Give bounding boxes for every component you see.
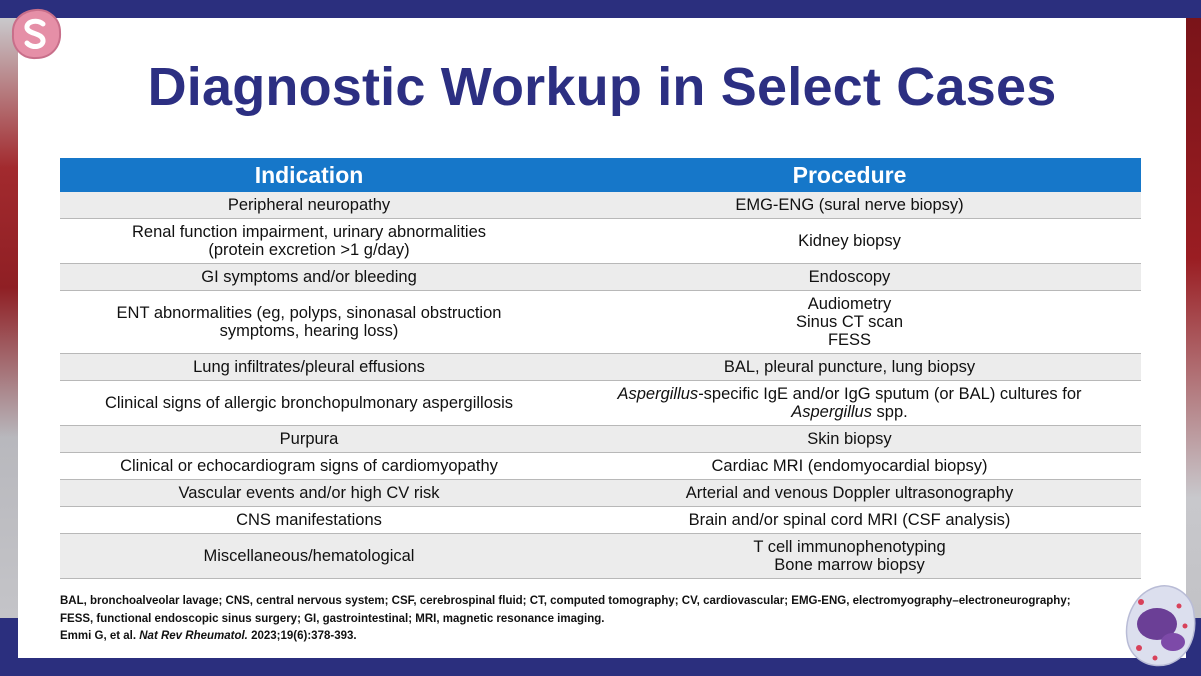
procedure-cell bbox=[558, 381, 1141, 426]
procedure-cell bbox=[558, 480, 1141, 507]
italic-term: Aspergillus bbox=[617, 385, 699, 403]
indication-cell bbox=[60, 219, 558, 264]
header-procedure: Procedure bbox=[558, 158, 1141, 192]
table-row bbox=[60, 480, 1141, 507]
table-row bbox=[60, 291, 1141, 354]
cell-text: spp. bbox=[871, 403, 908, 421]
procedure-cell bbox=[558, 291, 1141, 354]
indication-cell bbox=[60, 534, 558, 579]
cell-line: Arterial and venous Doppler ultrasonography bbox=[685, 484, 1014, 502]
slide bbox=[18, 18, 1186, 658]
cell-line: (protein excretion >1 g/day) bbox=[208, 241, 410, 259]
workup-table bbox=[60, 158, 1141, 579]
indication-cell bbox=[60, 192, 558, 219]
indication-cell bbox=[60, 507, 558, 534]
indication-cell bbox=[60, 426, 558, 453]
indication-cell bbox=[60, 264, 558, 291]
table-row bbox=[60, 453, 1141, 480]
cell-line: Miscellaneous/hematological bbox=[203, 547, 415, 565]
cell-line: FESS bbox=[827, 331, 872, 349]
page-title: Diagnostic Workup in Select Cases bbox=[147, 57, 1057, 117]
cell-line: Kidney biopsy bbox=[798, 232, 901, 250]
table-row bbox=[60, 426, 1141, 453]
italic-term: Aspergillus bbox=[791, 403, 872, 421]
cell-line: Vascular events and/or high CV risk bbox=[178, 484, 440, 502]
citation-details: 2023;19(6):378-393. bbox=[247, 630, 357, 642]
cell-line: ENT abnormalities (eg, polyps, sinonasal obstruction bbox=[116, 304, 502, 322]
header-indication: Indication bbox=[60, 158, 558, 192]
cell-line: Clinical signs of allergic bronchopulmonary aspergillosis bbox=[104, 394, 514, 412]
cell-line: Audiometry bbox=[807, 295, 892, 313]
cell-line: Sinus CT scan bbox=[796, 313, 903, 331]
cell-line: T cell immunophenotyping bbox=[753, 538, 946, 556]
table-row bbox=[60, 354, 1141, 381]
cell-line: Skin biopsy bbox=[807, 430, 892, 448]
cell-line: GI symptoms and/or bleeding bbox=[201, 268, 417, 286]
abbreviations-line-1: BAL, bronchoalveolar lavage; CNS, central nervous system; CSF, cerebrospinal fluid; CT, computed tomography; CV, cardiovascular; EMG-ENG, electromyography–electroneurography; bbox=[60, 595, 1071, 607]
cell-line: symptoms, hearing loss) bbox=[219, 322, 399, 340]
procedure-cell bbox=[558, 264, 1141, 291]
cell-line: BAL, pleural puncture, lung biopsy bbox=[723, 358, 976, 376]
indication-cell bbox=[60, 381, 558, 426]
citation-authors: Emmi G, et al. bbox=[60, 630, 140, 642]
table-row bbox=[60, 534, 1141, 579]
abbreviations-line-2: FESS, functional endoscopic sinus surgery; GI, gastrointestinal; MRI, magnetic resonance imaging. bbox=[60, 612, 605, 625]
cell-line: Lung infiltrates/pleural effusions bbox=[193, 358, 425, 376]
procedure-cell bbox=[558, 507, 1141, 534]
table-header-row bbox=[60, 158, 1141, 192]
table-row bbox=[60, 264, 1141, 291]
cell-line: Brain and/or spinal cord MRI (CSF analysis) bbox=[688, 511, 1011, 529]
cell-line bbox=[562, 385, 1137, 403]
cell-line: CNS manifestations bbox=[236, 511, 382, 529]
cell-line: EMG-ENG (sural nerve biopsy) bbox=[735, 196, 964, 214]
cell-line: Endoscopy bbox=[808, 268, 891, 286]
indication-cell bbox=[60, 480, 558, 507]
cell-line: Bone marrow biopsy bbox=[774, 556, 925, 574]
cell-line bbox=[562, 403, 1137, 421]
footnote bbox=[60, 593, 1120, 646]
citation-journal: Nat Rev Rheumatol. bbox=[139, 630, 248, 642]
indication-cell bbox=[60, 354, 558, 381]
table-row bbox=[60, 192, 1141, 219]
table-row bbox=[60, 219, 1141, 264]
indication-cell bbox=[60, 291, 558, 354]
table-row bbox=[60, 507, 1141, 534]
cell-line: Renal function impairment, urinary abnormalities bbox=[132, 223, 486, 241]
cell-line: Purpura bbox=[279, 430, 339, 448]
cell-line: Clinical or echocardiogram signs of cardiomyopathy bbox=[120, 457, 498, 475]
table-row bbox=[60, 381, 1141, 426]
procedure-cell bbox=[558, 453, 1141, 480]
procedure-cell bbox=[558, 426, 1141, 453]
cell-line: Cardiac MRI (endomyocardial biopsy) bbox=[711, 457, 988, 475]
logo-icon bbox=[8, 6, 64, 62]
cell-line: Peripheral neuropathy bbox=[227, 196, 391, 214]
citation bbox=[60, 628, 1120, 646]
procedure-cell bbox=[558, 219, 1141, 264]
procedure-cell bbox=[558, 354, 1141, 381]
immune-cell-icon bbox=[1121, 578, 1199, 670]
indication-cell bbox=[60, 453, 558, 480]
procedure-cell bbox=[558, 534, 1141, 579]
procedure-cell bbox=[558, 192, 1141, 219]
cell-text: -specific IgE and/or IgG sputum (or BAL) cultures for bbox=[698, 385, 1082, 403]
